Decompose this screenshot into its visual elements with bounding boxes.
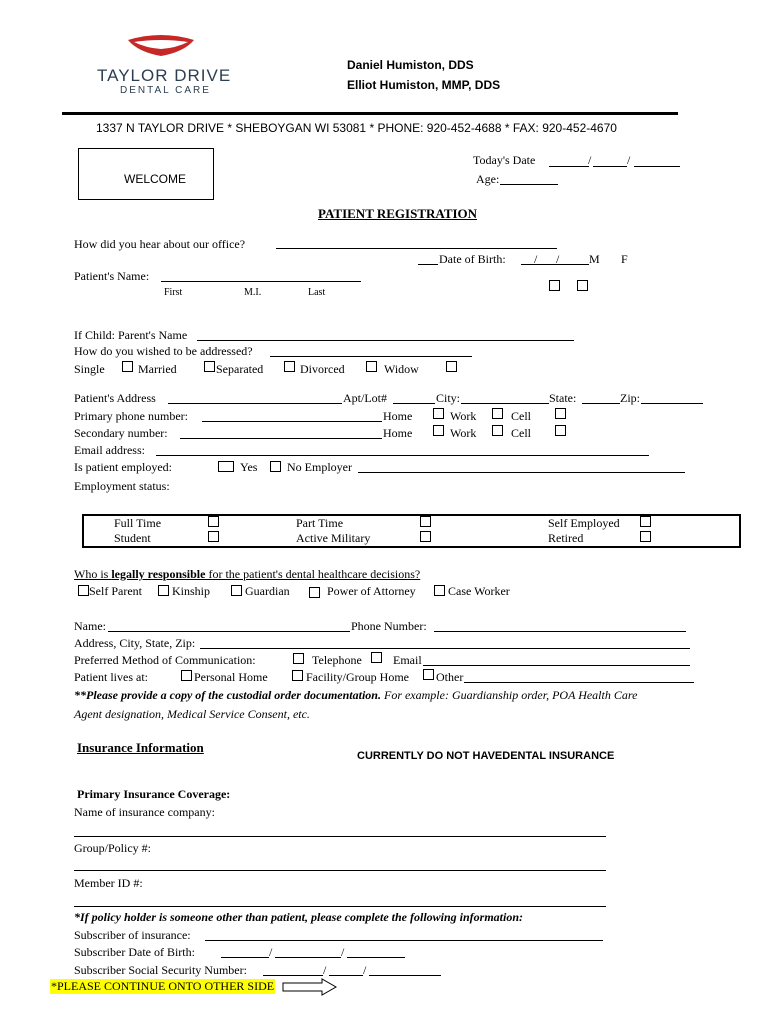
email-pref-field[interactable]	[423, 665, 690, 666]
page-title: PATIENT REGISTRATION	[318, 206, 478, 221]
sex-f-checkbox[interactable]	[577, 280, 588, 291]
self-employed-checkbox[interactable]	[640, 516, 651, 527]
insurance-heading: Insurance Information	[77, 740, 204, 755]
self-employed-label: Self Employed	[548, 516, 620, 530]
member-id-field[interactable]	[74, 906, 606, 907]
sub-ssn-part2[interactable]	[329, 975, 363, 976]
patient-address-label: Patient's Address	[74, 391, 156, 405]
active-military-label: Active Military	[296, 531, 371, 545]
single-checkbox[interactable]	[122, 361, 133, 372]
patient-name-label: Patient's Name:	[74, 269, 150, 283]
kinship-checkbox[interactable]	[158, 585, 169, 596]
custodial-note: **Please provide a copy of the custodial order documentation. For example: Guardianship order, POA Health Care	[74, 688, 638, 702]
primary-phone-field[interactable]	[202, 421, 382, 422]
employment-status-table	[82, 514, 741, 548]
separated-checkbox[interactable]	[284, 361, 295, 372]
apt-field[interactable]	[393, 403, 435, 404]
logo-title: TAYLOR DRIVE	[97, 66, 232, 85]
addressed-label: How do you wished to be addressed?	[74, 344, 253, 358]
ins-company-field[interactable]	[74, 836, 606, 837]
sub-dob-label: Subscriber Date of Birth:	[74, 945, 195, 959]
policy-holder-note: *If policy holder is someone other than patient, please complete the following information:	[74, 910, 524, 924]
resp-address-label: Address, City, State, Zip:	[74, 636, 196, 650]
sub-dob-month[interactable]	[221, 957, 269, 958]
doctor-2: Elliot Humiston, MMP, DDS	[347, 78, 501, 92]
sub-dob-year[interactable]	[347, 957, 405, 958]
patient-address-field[interactable]	[168, 403, 342, 404]
subscriber-label: Subscriber of insurance:	[74, 928, 191, 942]
sex-f-label: F	[621, 252, 628, 266]
other-checkbox[interactable]	[423, 669, 434, 680]
sub-ssn-part3[interactable]	[369, 975, 441, 976]
member-id-label: Member ID #:	[74, 876, 143, 890]
employer-field[interactable]	[358, 472, 685, 473]
other-field[interactable]	[464, 682, 694, 683]
office-address: 1337 N TAYLOR DRIVE * SHEBOYGAN WI 53081 * PHONE: 920-452-4688 * FAX: 920-452-4670	[96, 121, 617, 135]
zip-field[interactable]	[641, 403, 703, 404]
resp-phone-field[interactable]	[434, 631, 686, 632]
age-label: Age:	[476, 172, 500, 186]
self-parent-checkbox[interactable]	[78, 585, 89, 596]
employment-status-label: Employment status:	[74, 479, 170, 493]
email-pref-checkbox[interactable]	[371, 652, 382, 663]
student-checkbox[interactable]	[208, 531, 219, 542]
parent-name-field[interactable]	[197, 340, 574, 341]
continue-note: *PLEASE CONTINUE ONTO OTHER SIDE	[51, 979, 275, 993]
secondary-work-checkbox[interactable]	[492, 425, 503, 436]
legal-responsible-heading: Who is legally responsible for the patient's dental healthcare decisions?	[74, 567, 421, 581]
no-employer-checkbox[interactable]	[270, 461, 281, 472]
patient-name-field[interactable]	[161, 281, 361, 282]
facility-checkbox[interactable]	[292, 670, 303, 681]
sex-m-checkbox[interactable]	[549, 280, 560, 291]
part-time-label: Part Time	[296, 516, 344, 530]
no-insurance-label: CURRENTLY DO NOT HAVEDENTAL INSURANCE	[357, 750, 615, 762]
email-label: Email address:	[74, 443, 145, 457]
addressed-field[interactable]	[270, 356, 472, 357]
primary-phone-label: Primary phone number:	[74, 409, 188, 423]
secondary-phone-label: Secondary number:	[74, 426, 168, 440]
date-month-field[interactable]	[549, 166, 589, 167]
custodial-note-cont: Agent designation, Medical Service Consent, etc.	[74, 707, 310, 721]
state-field[interactable]	[582, 403, 620, 404]
sex-m-label: M	[589, 252, 600, 266]
married-checkbox[interactable]	[204, 361, 215, 372]
sub-ssn-label: Subscriber Social Security Number:	[74, 963, 247, 977]
employed-yes-checkbox[interactable]	[218, 461, 234, 472]
telephone-checkbox[interactable]	[293, 653, 304, 664]
logo-subtitle: DENTAL CARE	[120, 85, 211, 96]
city-field[interactable]	[461, 403, 549, 404]
ins-company-label: Name of insurance company:	[74, 805, 215, 819]
sub-ssn-part1[interactable]	[263, 975, 323, 976]
divorced-checkbox[interactable]	[366, 361, 377, 372]
primary-work-checkbox[interactable]	[492, 408, 503, 419]
personal-home-checkbox[interactable]	[181, 670, 192, 681]
hear-about-field[interactable]	[276, 248, 557, 249]
secondary-cell-checkbox[interactable]	[555, 425, 566, 436]
header-rule	[62, 112, 678, 115]
secondary-phone-field[interactable]	[180, 438, 382, 439]
retired-label: Retired	[548, 531, 584, 545]
right-arrow-icon	[282, 978, 338, 996]
todays-date-label: Today's Date	[473, 153, 536, 167]
lives-at-label: Patient lives at:	[74, 670, 148, 684]
logo-lips-icon	[126, 34, 196, 62]
full-time-checkbox[interactable]	[208, 516, 219, 527]
poa-checkbox[interactable]	[309, 587, 320, 598]
preferred-comm-label: Preferred Method of Communication:	[74, 653, 256, 667]
subscriber-field[interactable]	[205, 940, 603, 941]
doctor-1: Daniel Humiston, DDS	[347, 58, 474, 72]
widow-checkbox[interactable]	[446, 361, 457, 372]
date-day-field[interactable]	[593, 166, 627, 167]
age-field[interactable]	[500, 184, 558, 185]
parent-name-label: If Child: Parent's Name	[74, 328, 188, 342]
dob-label: Date of Birth:	[439, 252, 506, 266]
group-policy-label: Group/Policy #:	[74, 841, 151, 855]
part-time-checkbox[interactable]	[420, 516, 431, 527]
group-policy-field[interactable]	[74, 870, 606, 871]
hear-about-label: How did you hear about our office?	[74, 237, 246, 251]
date-year-field[interactable]	[634, 166, 680, 167]
full-time-label: Full Time	[114, 516, 162, 530]
primary-home-checkbox[interactable]	[433, 408, 444, 419]
secondary-home-checkbox[interactable]	[433, 425, 444, 436]
resp-name-label: Name:	[74, 619, 106, 633]
resp-name-field[interactable]	[108, 631, 350, 632]
student-label: Student	[114, 531, 151, 545]
sub-dob-day[interactable]	[275, 957, 341, 958]
guardian-checkbox[interactable]	[231, 585, 242, 596]
dob-field[interactable]	[521, 264, 589, 265]
email-field[interactable]	[156, 455, 649, 456]
welcome-label: WELCOME	[124, 172, 187, 186]
resp-address-field[interactable]	[200, 648, 690, 649]
active-military-checkbox[interactable]	[420, 531, 431, 542]
employed-label: Is patient employed:	[74, 460, 172, 474]
case-worker-checkbox[interactable]	[434, 585, 445, 596]
retired-checkbox[interactable]	[640, 531, 651, 542]
primary-cell-checkbox[interactable]	[555, 408, 566, 419]
primary-coverage-heading: Primary Insurance Coverage:	[77, 787, 231, 801]
